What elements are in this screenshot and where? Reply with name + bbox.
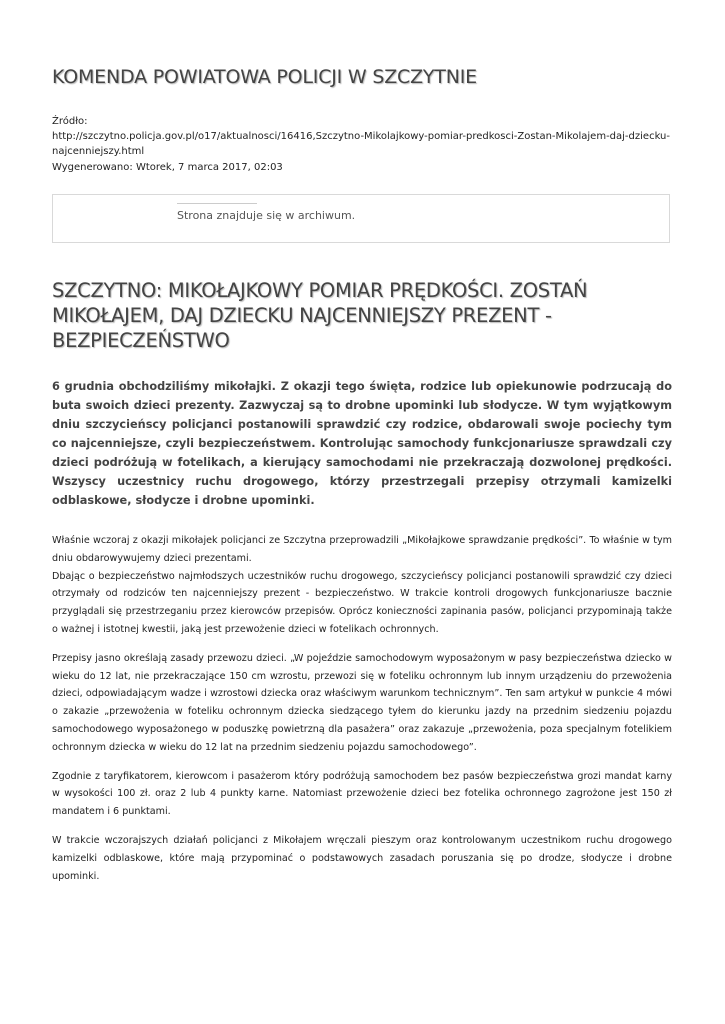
paragraph [52, 532, 672, 639]
archive-divider [177, 203, 257, 204]
article-title: SZCZYTNO: MIKOŁAJKOWY POMIAR PRĘDKOŚCI. ZOSTAŃ MIKOŁAJEM, DAJ DZIECKU NAJCENNIEJSZY PREZENT - BEZPIECZEŃSTWO [52, 279, 588, 352]
paragraph: Zgodnie z taryfikatorem, kierowcom i pasażerom który podróżują samochodem bez pasów bezpieczeństwa grozi mandat karny w wysokości 100 zł. oraz 2 lub 4 punkty karne. Natomiast przewożenie dzieci bez fotelika ochronnego zagrożone jest 150 zł mandatem i 6 punktami. [52, 770, 672, 818]
article-body [52, 532, 672, 896]
paragraph-text: Dbając o bezpieczeństwo najmłodszych uczestników ruchu drogowego, szczycieńscy policjanci postanowili sprawdzić czy dzieci otrzymały od rodziców ten najcenniejszy prezent - bezpieczeństwo. W trakcie kontroli drogowych funkcjonariusze bacznie przyglądali się przestrzeganiu przez kierowców przepisów. Oprócz konieczności zapinania pasów, policjanci przypominają także o ważnej i istotnej kwestii, jaką jest przewożenie dzieci w fotelikach ochronnych. [52, 570, 672, 635]
paragraph-text: Właśnie wczoraj z okazji mikołajek policjanci ze Szczytna przeprowadzili „Mikołajkowe sprawdzanie prędkości”. To właśnie w tym dniu obdarowywujemy dzieci prezentami. [52, 535, 672, 564]
paragraph: W trakcie wczorajszych działań policjanci z Mikołajem wręczali pieszym oraz kontrolowanym uczestnikom ruchu drogowego kamizelki odblaskowe, które mają przypominać o podstawowych zasadach poruszania się po drodze, słodycze i drobne upominki. [52, 834, 672, 882]
article-lead: 6 grudnia obchodziliśmy mikołajki. Z okazji tego święta, rodzice lub opiekunowie podrzucają do buta swoich dzieci prezenty. Zazwyczaj są to drobne upominki lub słodycze. W tym wyjątkowym dniu szczycieńscy policjanci postanowili sprawdzić czy rodzice, obdarowali swoje pociechy tym co najcenniejsze, czyli bezpieczeństwem. Kontrolując samochody funkcjonariusze sprawdzali czy dzieci podróżują w fotelikach, a kierujący samochodami nie przekraczają dozwolonej prędkości. Wszyscy uczestnicy ruchu drogowego, którzy przestrzegali przepisy otrzymali kamizelki odblaskowe, słodycze i drobne upominki. [52, 380, 672, 507]
site-title: KOMENDA POWIATOWA POLICJI W SZCZYTNIE [52, 66, 477, 88]
archive-notice-box [52, 194, 670, 243]
source-url[interactable]: http://szczytno.policja.gov.pl/o17/aktualnosci/16416,Szczytno-Mikolajkowy-pomiar-predkosci-Zostan-Mikolajem-daj-dziecku-najcenniejszy.html [52, 131, 670, 158]
source-info [52, 114, 672, 175]
archive-notice: Strona znajduje się w archiwum. [177, 209, 356, 222]
paragraph: Przepisy jasno określają zasady przewozu dzieci. „W pojeździe samochodowym wyposażonym w pasy bezpieczeństwa dziecko w wieku do 12 lat, nie przekraczające 150 cm wzrostu, przewozi się w foteliku ochronnym lub innym urządzeniu do przewożenia dzieci, odpowiadającym wadze i wzrostowi dziecka oraz właściwym warunkom technicznym”. Ten sam artykuł w punkcie 4 mówi o zakazie „przewożenia w foteliku ochronnym dziecka siedzącego tyłem do kierunku jazdy na przednim siedzeniu pojazdu samochodowego wyposażonego w poduszkę powietrzną dla pasażera” oraz zakazuje „przewożenia, poza specjalnym fotelikiem ochronnym dziecka w wieku do 12 lat na przednim siedzeniu pojazdu samochodowego”. [52, 652, 672, 753]
generated-date: Wygenerowano: Wtorek, 7 marca 2017, 02:03 [52, 161, 283, 173]
source-label: Źródło: [52, 116, 88, 127]
